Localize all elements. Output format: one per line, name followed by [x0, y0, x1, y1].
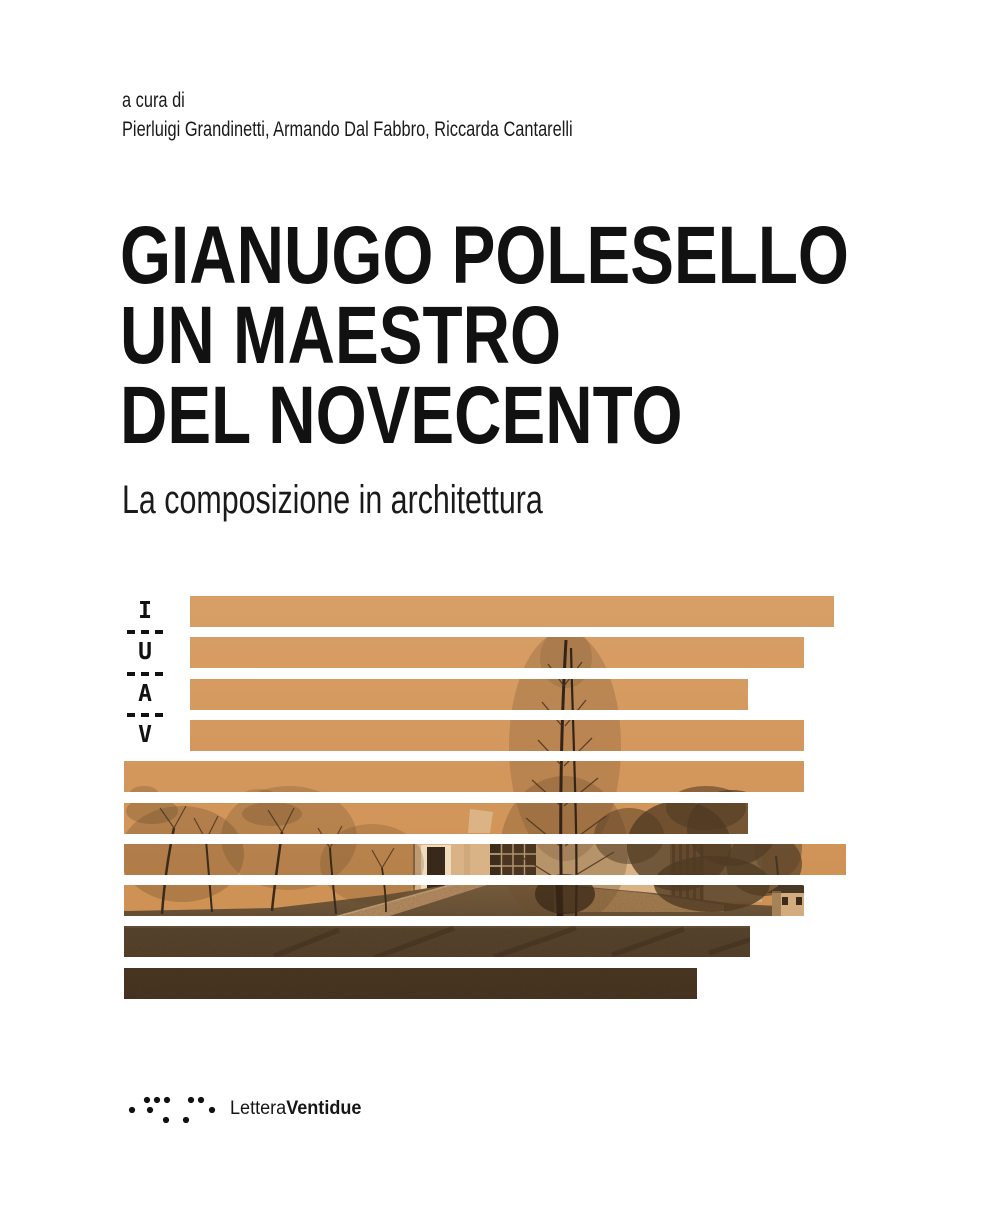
publisher-name	[230, 1098, 361, 1120]
iuav-letter-a: A	[138, 681, 152, 707]
title-line-1: GIANUGO POLESELLO	[120, 210, 849, 301]
publisher-logo	[124, 1090, 368, 1128]
title-line-2: UN MAESTRO	[120, 290, 561, 381]
publisher-name-bold: Ventidue	[286, 1098, 362, 1119]
cover-art-strip-2	[190, 637, 804, 668]
cover-art-strip-5	[124, 761, 804, 792]
iuav-letter-u: U	[138, 639, 152, 665]
publisher-name-regular: Lettera	[230, 1098, 287, 1119]
iuav-letter-v: V	[138, 722, 152, 748]
letteraventidue-dots-icon	[124, 1092, 220, 1126]
cover-art-strip-9	[124, 926, 750, 957]
editors-names: Pierluigi Grandinetti, Armando Dal Fabbro, Riccarda Cantarelli	[122, 118, 573, 141]
cover-art-strip-8	[124, 885, 804, 916]
cover-art-strip-6	[124, 803, 748, 834]
iuav-letter-i: I	[138, 598, 152, 624]
cover-art-strip-7	[124, 844, 846, 875]
cover-art-strip-1	[190, 596, 834, 627]
book-subtitle: La composizione in architettura	[122, 478, 543, 522]
editors-label: a cura di	[122, 89, 185, 112]
cover-art-strip-3	[190, 679, 748, 710]
title-line-3: DEL NOVECENTO	[120, 370, 683, 461]
cover-art-strip-10	[124, 968, 697, 999]
cover-art-strip-4	[190, 720, 804, 751]
